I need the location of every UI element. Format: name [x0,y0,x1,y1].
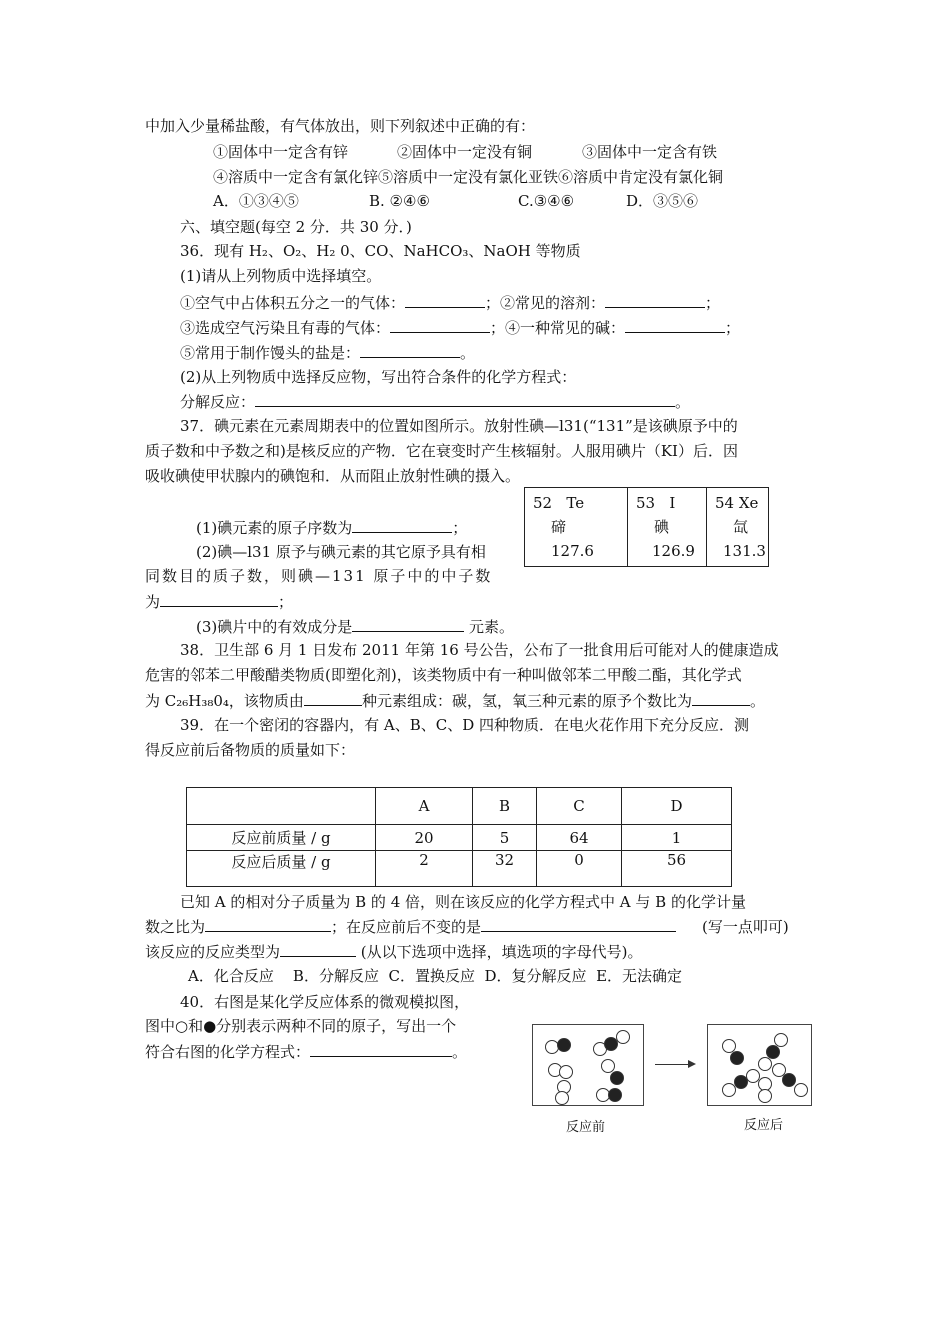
white-atom-icon [794,1083,808,1097]
q36-a1: ①空气中占体积五分之一的气体： [180,294,406,312]
q39-t2b: ；在反应前后不变的是 [331,918,482,936]
q40-l2: 图中○和●分别表示两种不同的原子，写出一个 [145,1017,457,1035]
before-box [532,1024,644,1106]
header-cell: A [376,788,473,825]
q37-s2c: 为 [145,593,161,611]
mass-table [186,787,732,887]
q39-t3a: 该反应的反应类型为 [145,943,281,961]
q40-l3-text: 符合右图的化学方程式： [145,1043,311,1061]
black-atom-icon [734,1075,748,1089]
black-atom-icon [730,1051,744,1065]
cell: 32 [473,851,537,887]
period: 。 [460,344,476,362]
header-cell [187,788,376,825]
semicolon: ； [725,319,741,337]
element-number: 53 [636,494,656,512]
q39-t2a: 数之比为 [145,918,206,936]
element-mass: 126.9 [652,542,695,560]
q39-t3 [145,941,643,962]
element-name: 氙 [733,518,749,536]
q35-s2: ②固体中一定没有铜 [397,143,533,161]
q37-s2b: 同数目的质子数，则碘—131 原子中的中子数 [145,567,493,585]
q38-l3a: 为 C₂₆H₃₈0₄，该物质由 [145,692,304,710]
option-b: B．分解反应 [292,967,379,985]
semicolon: ； [452,519,468,537]
q40-l3 [145,1041,467,1062]
q36-stem: 36．现有 H₂、O₂、H₂ 0、CO、NaHCO₃、NaOH 等物质 [180,242,581,260]
option-a: A．化合反应 [188,967,274,985]
q35-A: A．①③④⑤ [213,192,299,210]
q39-t2 [145,916,789,937]
black-atom-icon [782,1073,796,1087]
q36-a5: ⑤常用于制作馒头的盐是： [180,344,361,362]
section-title: 六、填空题(每空 2 分．共 30 分．) [180,218,412,236]
element-symbol: Xe [738,494,759,512]
q37-l1: 37．碘元素在元素周期表中的位置如图所示。放射性碘—l31(“131”是该碘原予中的 [180,417,738,435]
q37-s2a: (2)碘—l31 原予与碘元素的其它原予具有相 [196,543,486,561]
option-d: D．复分解反应 [484,967,587,985]
option-e: E．无法确定 [596,967,683,985]
q39-l1: 39．在一个密闭的容器内，有 A、B、C、D 四种物质．在电火花作用下充分反应．测 [180,716,749,734]
element-cell [707,488,769,567]
q37-s3end: 元素。 [464,618,515,636]
before-label: 反应前 [566,1120,606,1135]
element-symbol: I [669,494,676,512]
white-atom-icon [722,1083,736,1097]
blank[interactable] [310,1041,452,1057]
row-label: 反应前质量 / g [187,825,376,851]
cell: 64 [537,825,622,851]
arrow-head-icon [688,1060,696,1068]
blank[interactable] [405,292,485,308]
header-cell: C [537,788,622,825]
q35-s456: ④溶质中一定含有氯化锌⑤溶质中一定没有氯化亚铁⑥溶质中肯定没有氯化铜 [213,168,724,186]
q38-l1: 38．卫生部 6 月 1 日发布 2011 年第 16 号公告，公布了一批食用后可能对人的健康造成 [180,641,779,659]
q38-l3b: 种元素组成：碳，氢，氧三种元素的原予个数比为 [361,692,692,710]
white-atom-icon [616,1030,630,1044]
q39-options [188,966,682,986]
table-row [187,851,732,887]
cell: 56 [622,851,732,887]
white-atom-icon [555,1091,569,1105]
blank[interactable] [352,517,452,533]
semicolon: ； [278,593,294,611]
row-label: 反应后质量 / g [187,851,376,887]
q36-p1: (1)请从上列物质中选择填空。 [180,267,382,285]
arrow-icon [655,1064,689,1065]
periodic-table-snippet [524,487,769,567]
blank[interactable] [304,690,362,706]
blank[interactable] [280,941,356,957]
white-atom-icon [758,1089,772,1103]
q36-a1-line [180,292,720,313]
element-mass: 131.3 [723,542,766,560]
header-cell: D [622,788,732,825]
q35-stem: 中加入少量稀盐酸，有气体放出，则下列叙述中正确的有： [145,117,536,135]
q35-s1: ①固体中一定含有锌 [213,143,349,161]
q38-l2: 危害的邻苯二甲酸醋类物质(即塑化剂)，该类物质中有一种叫做邻苯二甲酸二酯，其化学式 [145,666,742,684]
q37-l3: 吸收碘使甲状腺内的碘饱和．从而阻止放射性碘的摄入。 [145,467,521,485]
cell: 20 [376,825,473,851]
q36-a4: ；④一种常见的碱： [490,319,626,337]
option-c: C．置换反应 [388,967,475,985]
element-name: 碘 [654,518,670,536]
element-cell [628,488,707,567]
semicolon: ； [705,294,721,312]
q39-l2: 得反应前后备物质的质量如下： [145,741,356,759]
q39-t1: 已知 A 的相对分子质量为 B 的 4 倍，则在该反应的化学方程式中 A 与 B 的化学计量 [180,893,746,911]
blank[interactable] [692,690,750,706]
header-cell: B [473,788,537,825]
q35-D: D．③⑤⑥ [626,192,699,210]
cell: 5 [473,825,537,851]
element-number: 52 [533,494,553,512]
black-atom-icon [608,1088,622,1102]
period: 。 [749,692,765,710]
element-mass: 127.6 [551,542,594,560]
blank[interactable] [605,292,705,308]
q36-p2a-line [180,391,690,412]
table-row [187,825,732,851]
black-atom-icon [557,1038,571,1052]
black-atom-icon [610,1071,624,1085]
blank[interactable] [205,916,331,932]
q37-s1-line [196,517,467,538]
q36-a5-line [180,342,475,363]
cell: 0 [537,851,622,887]
q38-l3 [145,690,765,711]
q36-p2a: 分解反应： [180,393,256,411]
after-label: 反应后 [744,1118,784,1133]
element-cell [525,488,628,567]
blank[interactable] [352,616,464,632]
q40-l1: 40．右图是某化学反应体系的微观模拟图， [180,993,470,1011]
element-number: 54 [715,494,735,512]
white-atom-icon [559,1065,573,1079]
q36-a2: ；②常见的溶剂： [485,294,606,312]
q35-C: C.③④⑥ [518,192,575,210]
period: 。 [452,1043,468,1061]
blank[interactable] [160,591,278,607]
blank[interactable] [360,342,460,358]
cell: 1 [622,825,732,851]
cell: 2 [376,851,473,887]
q37-s2c-line [145,591,293,612]
q37-s1: (1)碘元素的原子序数为 [196,519,353,537]
blank[interactable] [625,317,725,333]
period: 。 [675,393,691,411]
table-header-row [187,788,732,825]
blank[interactable] [481,916,676,932]
q37-s3: (3)碘片中的有效成分是 [196,618,353,636]
q39-t3b: (从以下选项中选择，填选项的字母代号)。 [356,943,643,961]
blank[interactable] [255,391,675,407]
element-name: 碲 [551,518,567,536]
white-atom-icon [758,1057,772,1071]
q37-l2: 质子数和中予数之和)是核反应的产物．它在衰变时产生核辐射。人服用碘片（KI）后．因 [145,442,738,460]
q36-a3-line [180,317,740,338]
blank[interactable] [390,317,490,333]
q39-t2c: (写一点叩可) [702,918,789,936]
element-symbol: Te [566,494,585,512]
q36-p2: (2)从上列物质中选择反应物，写出符合条件的化学方程式： [180,368,577,386]
q35-B: B. ②④⑥ [369,192,430,210]
q35-s3: ③固体中一定含有铁 [582,143,718,161]
after-box [707,1024,812,1106]
q36-a3: ③选成空气污染且有毒的气体： [180,319,391,337]
q37-s3-line [196,616,514,637]
